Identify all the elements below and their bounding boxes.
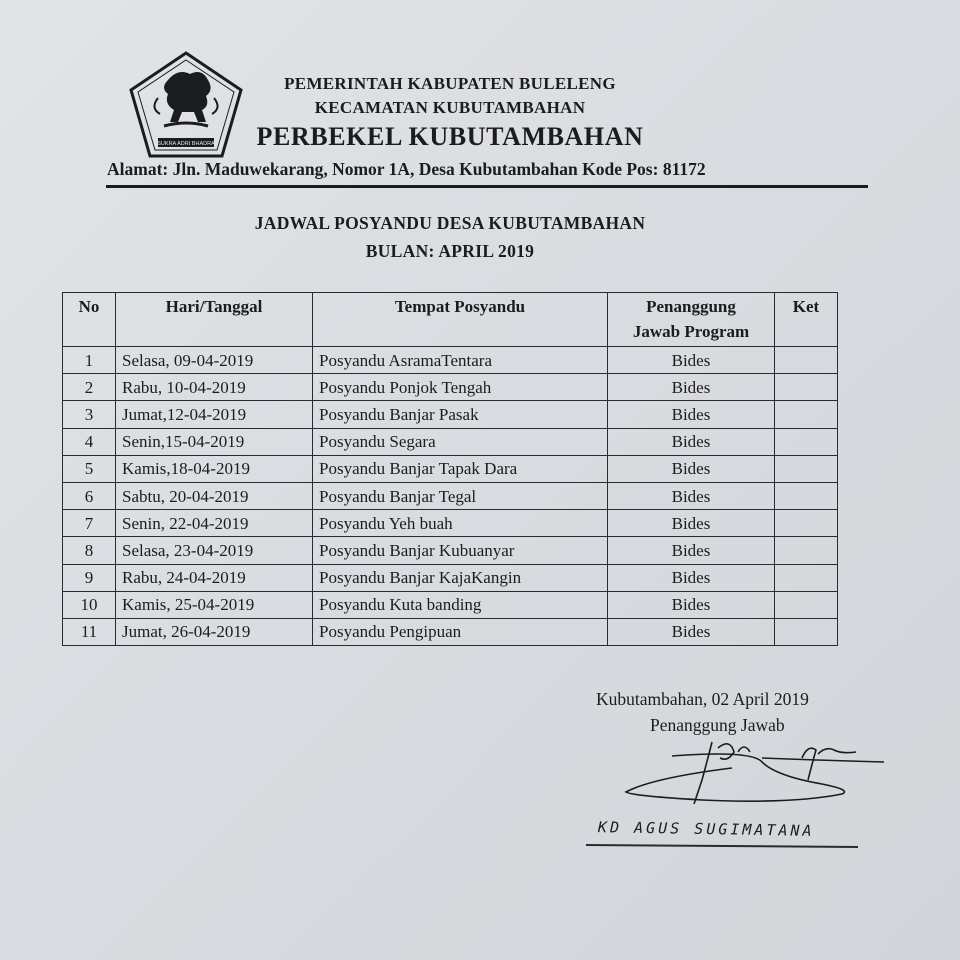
cell-place: Posyandu Ponjok Tengah [313, 374, 608, 401]
cell-place: Posyandu Banjar Kubuanyar [313, 537, 608, 564]
cell-responsible: Bides [608, 347, 775, 374]
cell-place: Posyandu Yeh buah [313, 510, 608, 537]
table-row [63, 618, 838, 645]
cell-day: Selasa, 23-04-2019 [116, 537, 313, 564]
office-address: Alamat: Jln. Maduwekarang, Nomor 1A, Desa Kubutambahan Kode Pos: 81172 [107, 159, 706, 179]
cell-ket [775, 347, 838, 374]
cell-day: Kamis,18-04-2019 [116, 455, 313, 482]
cell-responsible: Bides [608, 537, 775, 564]
cell-no: 2 [63, 374, 116, 401]
cell-no: 6 [63, 482, 116, 509]
cell-place: Posyandu Pengipuan [313, 618, 608, 645]
cell-day: Senin, 22-04-2019 [116, 510, 313, 537]
table-row [63, 564, 838, 591]
cell-ket [775, 564, 838, 591]
header-responsible-line1: Penanggung [646, 297, 736, 316]
cell-no: 1 [63, 347, 116, 374]
cell-day: Rabu, 24-04-2019 [116, 564, 313, 591]
table-row [63, 510, 838, 537]
table-row [63, 428, 838, 455]
buleleng-emblem [128, 50, 244, 162]
office-name: PERBEKEL KUBUTAMBAHAN [256, 122, 644, 151]
cell-day: Jumat, 26-04-2019 [116, 618, 313, 645]
cell-ket [775, 537, 838, 564]
table-row [63, 347, 838, 374]
signatory-name: KD AGUS SUGIMATANA [597, 818, 815, 840]
cell-ket [775, 374, 838, 401]
cell-day: Sabtu, 20-04-2019 [116, 482, 313, 509]
document-title: JADWAL POSYANDU DESA KUBUTAMBAHAN [254, 213, 646, 233]
cell-ket [775, 482, 838, 509]
cell-day: Senin,15-04-2019 [116, 428, 313, 455]
handwritten-signature [612, 728, 892, 814]
cell-day: Jumat,12-04-2019 [116, 401, 313, 428]
header-ket: Ket [775, 293, 838, 347]
cell-no: 3 [63, 401, 116, 428]
cell-ket [775, 510, 838, 537]
regency-line: PEMERINTAH KABUPATEN BULELENG [284, 74, 616, 93]
cell-ket [775, 401, 838, 428]
cell-no: 4 [63, 428, 116, 455]
table-row [63, 591, 838, 618]
cell-place: Posyandu AsramaTentara [313, 347, 608, 374]
header-day: Hari/Tanggal [116, 293, 313, 347]
cell-place: Posyandu Banjar Tegal [313, 482, 608, 509]
table-row [63, 537, 838, 564]
cell-day: Selasa, 09-04-2019 [116, 347, 313, 374]
table-row [63, 455, 838, 482]
cell-place: Posyandu Segara [313, 428, 608, 455]
header-responsible-line2: Jawab Program [632, 322, 750, 341]
table-row [63, 482, 838, 509]
schedule-table [62, 292, 838, 646]
cell-responsible: Bides [608, 374, 775, 401]
cell-no: 8 [63, 537, 116, 564]
district-line: KECAMATAN KUBUTAMBAHAN [314, 98, 586, 117]
cell-place: Posyandu Banjar KajaKangin [313, 564, 608, 591]
cell-place: Posyandu Banjar Tapak Dara [313, 455, 608, 482]
cell-responsible: Bides [608, 428, 775, 455]
cell-responsible: Bides [608, 591, 775, 618]
cell-no: 11 [63, 618, 116, 645]
cell-responsible: Bides [608, 401, 775, 428]
cell-place: Posyandu Kuta banding [313, 591, 608, 618]
schedule-rows [63, 347, 838, 646]
cell-no: 5 [63, 455, 116, 482]
cell-ket [775, 591, 838, 618]
cell-ket [775, 428, 838, 455]
cell-day: Rabu, 10-04-2019 [116, 374, 313, 401]
document-subtitle: BULAN: APRIL 2019 [365, 241, 535, 261]
table-row [63, 401, 838, 428]
cell-ket [775, 618, 838, 645]
header-no: No [63, 293, 116, 347]
emblem-motto: SUKRA ADRI BHADRA [157, 141, 215, 147]
cell-no: 10 [63, 591, 116, 618]
cell-responsible: Bides [608, 455, 775, 482]
cell-responsible: Bides [608, 510, 775, 537]
table-row [63, 374, 838, 401]
signoff-place-date: Kubutambahan, 02 April 2019 [596, 689, 809, 709]
cell-responsible: Bides [608, 618, 775, 645]
cell-ket [775, 455, 838, 482]
signoff-role: Penanggung Jawab [650, 715, 785, 735]
header-place: Tempat Posyandu [313, 293, 608, 347]
header-responsible [608, 293, 775, 347]
signature-name-rule [586, 844, 858, 847]
cell-no: 7 [63, 510, 116, 537]
cell-place: Posyandu Banjar Pasak [313, 401, 608, 428]
cell-no: 9 [63, 564, 116, 591]
table-header-row [63, 293, 838, 347]
cell-responsible: Bides [608, 564, 775, 591]
cell-responsible: Bides [608, 482, 775, 509]
letterhead-rule [106, 185, 868, 188]
cell-day: Kamis, 25-04-2019 [116, 591, 313, 618]
